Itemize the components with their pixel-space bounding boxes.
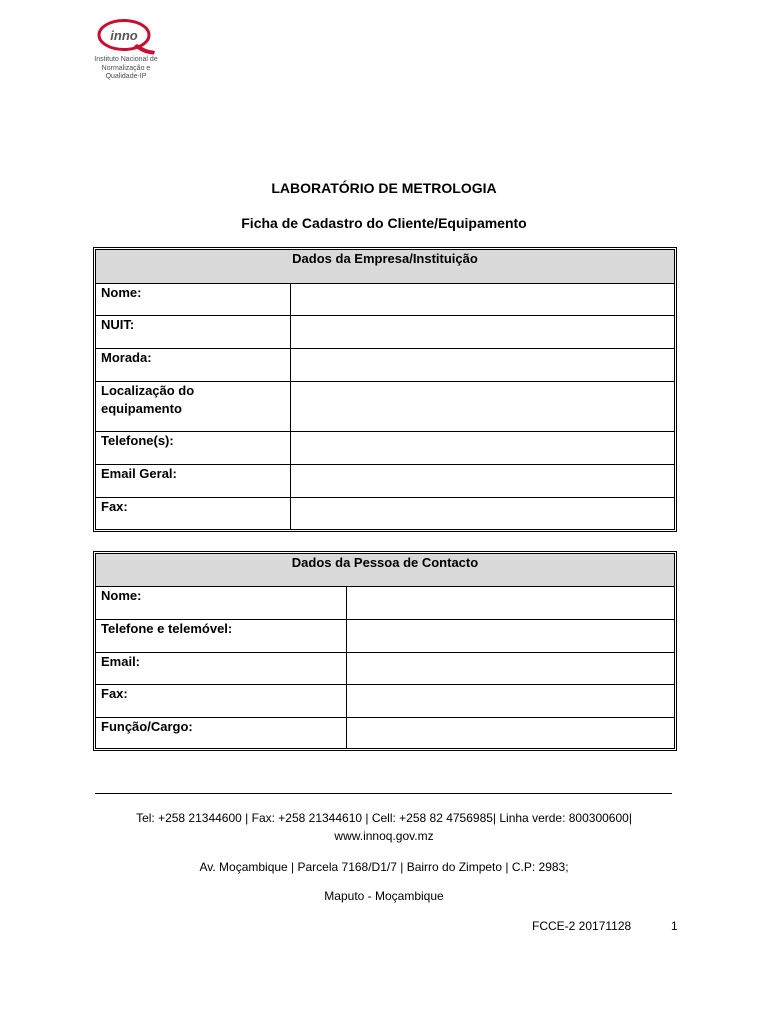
field-label: Fax: (96, 498, 291, 530)
field-label: Email: (96, 653, 347, 685)
field-label: Telefone e telemóvel: (96, 620, 347, 653)
field-label: Fax: (96, 685, 347, 718)
page-number: 1 (671, 919, 678, 933)
logo-mark-text: inno (110, 28, 138, 43)
equipment-location-field[interactable] (291, 382, 675, 432)
contact-phone-field[interactable] (347, 620, 675, 653)
field-label: Função/Cargo: (96, 718, 347, 749)
field-label-cell (96, 382, 291, 432)
company-address-field[interactable] (291, 349, 675, 382)
contact-fax-field[interactable] (347, 685, 675, 718)
footer-rule (95, 793, 672, 794)
document-subtitle: Ficha de Cadastro do Cliente/Equipamento (241, 215, 527, 231)
footer-contacts: Tel: +258 21344600 | Fax: +258 21344610 | Cell: +258 82 4756985| Linha verde: 800300600| (136, 811, 632, 825)
table-row (96, 685, 675, 718)
table-heading-row (96, 554, 675, 587)
company-email-field[interactable] (291, 465, 675, 498)
company-data-table (93, 247, 677, 532)
table-row (96, 432, 675, 465)
contact-table-grid (95, 553, 675, 749)
form-code: FCCE-2 20171128 (532, 919, 632, 933)
table-row (96, 587, 675, 620)
table-heading-row (96, 250, 675, 284)
field-label: Nome: (96, 587, 347, 620)
contact-name-field[interactable] (347, 587, 675, 620)
table-row (96, 284, 675, 316)
innoq-logo (88, 14, 164, 88)
field-label: Localização do equipamento (101, 383, 195, 416)
field-label: Morada: (96, 349, 291, 382)
logo-caption-line: Normalização e (101, 64, 151, 72)
contact-email-field[interactable] (347, 653, 675, 685)
company-table-grid (95, 249, 675, 530)
field-label: NUIT: (96, 316, 291, 349)
company-fax-field[interactable] (291, 498, 675, 530)
footer-city: Maputo - Moçambique (324, 889, 444, 903)
company-name-field[interactable] (291, 284, 675, 316)
table-row (96, 498, 675, 530)
contact-table-heading: Dados da Pessoa de Contacto (96, 554, 675, 587)
contact-person-table (93, 551, 677, 751)
field-label: Telefone(s): (96, 432, 291, 465)
table-row (96, 465, 675, 498)
document-title: LABORATÓRIO DE METROLOGIA (271, 180, 497, 196)
company-nuit-field[interactable] (291, 316, 675, 349)
table-row (96, 349, 675, 382)
innoq-logo-mark (96, 17, 156, 55)
field-label: Email Geral: (96, 465, 291, 498)
table-row (96, 382, 675, 432)
table-row (96, 718, 675, 749)
table-row (96, 316, 675, 349)
contact-role-field[interactable] (347, 718, 675, 749)
company-phone-field[interactable] (291, 432, 675, 465)
logo-caption-line: Qualidade-IP (105, 73, 147, 80)
table-row (96, 620, 675, 653)
table-row (96, 653, 675, 685)
footer-address: Av. Moçambique | Parcela 7168/D1/7 | Bairro do Zimpeto | C.P: 2983; (199, 860, 569, 874)
logo-caption-line: Instituto Nacional de (94, 56, 158, 63)
footer-website-link[interactable]: www.innoq.gov.mz (334, 829, 434, 843)
field-label: Nome: (96, 284, 291, 316)
company-table-heading: Dados da Empresa/Instituição (96, 250, 675, 284)
logo-caption (88, 56, 164, 82)
